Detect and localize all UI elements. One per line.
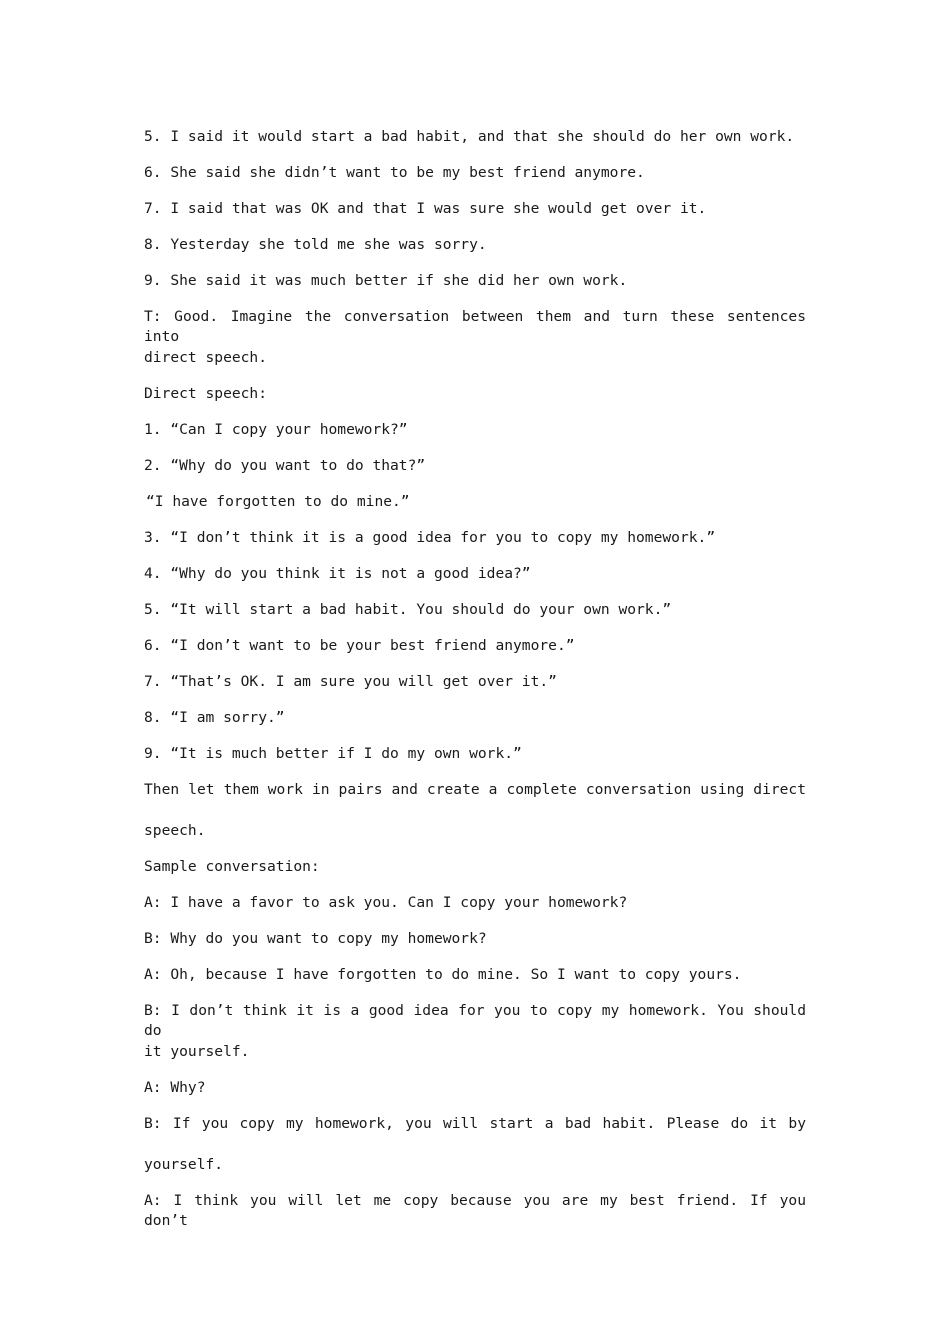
direct-speech-heading: Direct speech: — [144, 385, 268, 402]
indirect-speech-line-9: 9. She said it was much better if she did her own work. — [144, 272, 628, 289]
conversation-line-6-cont: yourself. — [144, 1156, 224, 1173]
conversation-line-7: A: I think you will let me copy because you are my best friend. If you don’t — [144, 1192, 806, 1229]
pair-work-instruction-line-1: Then let them work in pairs and create a complete conversation using direct — [144, 781, 806, 798]
sample-conversation-heading: Sample conversation: — [144, 858, 320, 875]
teacher-instruction-line-1: T: Good. Imagine the conversation between them and turn these sentences into — [144, 308, 806, 345]
indirect-speech-line-7: 7. I said that was OK and that I was sure she would get over it. — [144, 200, 707, 217]
direct-speech-line-6: 6. “I don’t want to be your best friend anymore.” — [144, 637, 575, 654]
indirect-speech-line-6: 6. She said she didn’t want to be my best friend anymore. — [144, 164, 645, 181]
indirect-speech-line-5: 5. I said it would start a bad habit, and that she should do her own work. — [144, 128, 795, 145]
direct-speech-line-1: 1. “Can I copy your homework?” — [144, 421, 408, 438]
direct-speech-line-3: 3. “I don’t think it is a good idea for you to copy my homework.” — [144, 529, 716, 546]
teacher-instruction-line-2: direct speech. — [144, 349, 268, 366]
conversation-line-4-cont: it yourself. — [144, 1043, 250, 1060]
conversation-line-5: A: Why? — [144, 1079, 206, 1096]
direct-speech-line-9: 9. “It is much better if I do my own work.” — [144, 745, 522, 762]
conversation-line-3: A: Oh, because I have forgotten to do mine. So I want to copy yours. — [144, 966, 742, 983]
conversation-line-4: B: I don’t think it is a good idea for you to copy my homework. You should do — [144, 1002, 806, 1039]
direct-speech-line-2: 2. “Why do you want to do that?” — [144, 457, 426, 474]
pair-work-instruction-line-2: speech. — [144, 822, 206, 839]
conversation-line-2: B: Why do you want to copy my homework? — [144, 930, 487, 947]
conversation-line-1: A: I have a favor to ask you. Can I copy your homework? — [144, 894, 628, 911]
indirect-speech-line-8: 8. Yesterday she told me she was sorry. — [144, 236, 487, 253]
direct-speech-line-5: 5. “It will start a bad habit. You should do your own work.” — [144, 601, 672, 618]
direct-speech-line-8: 8. “I am sorry.” — [144, 709, 285, 726]
direct-speech-line-2b: “I have forgotten to do mine.” — [146, 493, 410, 510]
direct-speech-line-4: 4. “Why do you think it is not a good idea?” — [144, 565, 531, 582]
conversation-line-6: B: If you copy my homework, you will start a bad habit. Please do it by — [144, 1115, 806, 1132]
direct-speech-line-7: 7. “That’s OK. I am sure you will get over it.” — [144, 673, 557, 690]
